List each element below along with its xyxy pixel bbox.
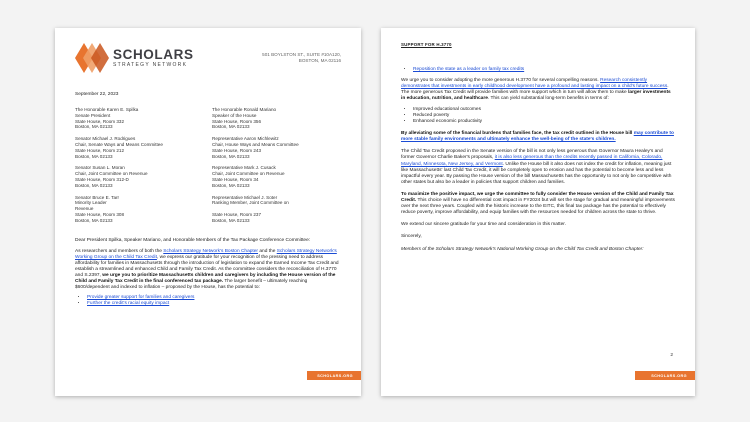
addressee-block [212, 136, 341, 159]
addressee-line: Ranking Member, Joint Committee on [212, 200, 289, 206]
addressee-line: Speaker of the House [212, 112, 257, 118]
addressee-line: State House, Room 356 [212, 118, 262, 124]
addressee-line: The Honorable Ronald Mariano [212, 107, 277, 112]
letterhead [75, 42, 341, 76]
letter-page-1 [55, 28, 361, 396]
footer-website: SCHOLARS.ORG [651, 373, 687, 378]
states-comparison-link[interactable]: it is also less generous than the credits recently passed in California, Colorado, Maryland, Minnesota, New Jersey, and Vermont [401, 155, 663, 167]
addressee-line: Boston, MA 02133 [212, 217, 250, 223]
addressee-line: Chair, Joint Committee on Revenue [212, 171, 285, 177]
addressee-line: Boston, MA 02133 [212, 124, 250, 130]
addressee-line: State House, Room 212 [75, 147, 125, 153]
addressee-line: Boston, MA 02133 [75, 124, 113, 130]
stability-link[interactable]: may contribute to more stable family environments and ultimately enhance the well-being of the state's children. [401, 131, 674, 143]
senate-comparison-paragraph [401, 149, 675, 186]
addressee-line: Senator Susan L. Moran [75, 165, 125, 171]
addressee-block [75, 165, 204, 188]
addressee-line: Boston, MA 02133 [75, 217, 113, 223]
reasons-paragraph [401, 78, 675, 102]
text-span: The larger benefit – ultimately reaching $600/dependent and indexed to inflation – proposed by the House, has the potential to: [75, 279, 308, 291]
addressee-line: Minority Leader [75, 200, 107, 206]
bold-burden: By alleviating some of the financial burdens that families face, the tax credit outlined in the House bill [401, 131, 634, 137]
intro-paragraph [75, 249, 341, 292]
bold-investments: larger investments in education, nutrition, and healthcare [401, 90, 671, 102]
addressee-line: State House, Room 237 [212, 211, 262, 217]
addressee-line: Boston, MA 02133 [75, 153, 113, 159]
footer-bar [307, 371, 361, 380]
list-item [87, 301, 341, 307]
addressee-line: Chair, Joint Committee on Revenue [75, 171, 148, 177]
text-span: . This can yield substantial long-term benefits in terms of: [487, 96, 609, 102]
addressee-line: State House, Room 34 [212, 176, 259, 182]
addressee-block [75, 195, 204, 224]
text-span: . Unlike the House bill it also does not index the credit for inflation, meaning just like Massachusetts' last Child Tax Credit, it will be completely open to erosion and has the potential to become less and less impactful every year. By passing the House version of the bill Massachusetts has the opportunity to not only be competitive with other states but also be a leader in policies that support children and families. [401, 161, 672, 185]
page-number: 2 [670, 353, 673, 358]
gratitude-paragraph: We extend our sincere gratitude for your time and consideration in this matter. [401, 222, 566, 228]
bullet-link-equity[interactable]: Further the credit's racial equity impact [87, 301, 170, 307]
text-span: As researchers and members of both the [75, 248, 164, 254]
addressee-line: Representative Mark J. Cusack [212, 165, 276, 171]
addressee-line: State House, Room 332 [75, 118, 125, 124]
research-link[interactable]: Research consistently demonstrates that investments in early childhood development have a profound and lasting impact on a child's future success [401, 78, 668, 90]
bullet-link-leader[interactable]: Reposition the state as a leader on family tax credits [413, 67, 525, 72]
addressee-line: Senator Bruce E. Tarr [75, 194, 120, 200]
addressee-line: The Honorable Karen E. Spilka [75, 107, 139, 112]
list-item [413, 67, 675, 73]
burden-paragraph [401, 131, 675, 143]
addressee-block [212, 107, 341, 130]
addressee-line: Representative Aaron Michlewitz [212, 136, 279, 142]
scholars-logo-icon [75, 43, 109, 73]
working-group-link[interactable]: Scholars Strategy Network's Working Group on the Child Tax Credit [75, 248, 337, 260]
list-item: • Improved educational outcomes [413, 107, 675, 113]
closing: Sincerely, [401, 234, 422, 240]
logo-name: SCHOLARS [113, 47, 194, 62]
addressee-list [75, 107, 341, 224]
addressee-line: Senator Michael J. Rodrigues [75, 136, 136, 142]
footer-bar [635, 371, 695, 380]
addressee-block [212, 195, 341, 224]
addressee-line: Chair, House Ways and Means Committee [212, 141, 299, 147]
address-line-2: BOSTON, MA 02116 [298, 58, 341, 63]
boston-chapter-link[interactable]: Scholars Strategy Network's Boston Chapter [163, 248, 259, 254]
text-span: . The more generous Tax Credit will provide families with more support which in turn will allow them to make [401, 84, 669, 96]
logo-subtitle: STRATEGY NETWORK [113, 62, 188, 68]
list-item: • Reduced poverty [413, 113, 675, 119]
addressee-line: State House, Room 308 [75, 211, 125, 217]
addressee-line: State House, Room 312-D [75, 176, 129, 182]
text-span: We urge you to consider adopting the more generous H.3770 for several compelling reasons. [401, 78, 601, 84]
bullet-link-support[interactable]: Provide greater support for families and caregivers [87, 295, 195, 301]
logo-text [113, 48, 194, 68]
bold-request: we urge you to prioritize Massachusetts children and caregivers by including the House version of the Child and Family Tax Credit in the final conferenced tax package. [75, 272, 336, 285]
bold-maximize: To maximize the positive impact, we urge the committee to fully consider the House version of the Child and Family Tax Credit. [401, 191, 674, 204]
salutation: Dear President Spilka, Speaker Mariano, and Honorable Members of the Tax Package Conference Committee: [75, 237, 311, 243]
address-line-1: 501 BOYLSTON ST., SUITE #10A120, [262, 52, 341, 57]
text-span: The Child Tax Credit proposed in the Senate version of the bill is not only less generous than Governor Maura Healey's and former Governor Charlie Baker's proposals, [401, 149, 663, 161]
section-heading: SUPPORT FOR H.3770 [401, 42, 452, 47]
maximize-paragraph [401, 192, 675, 216]
addressee-line: Senate President [75, 112, 111, 118]
letter-page-2 [381, 28, 695, 396]
addressee-block [212, 165, 341, 188]
addressee-line: Boston, MA 02133 [75, 182, 113, 188]
letter-date: September 22, 2023 [75, 92, 119, 97]
addressee-block [75, 136, 204, 159]
organization-address [262, 52, 341, 64]
potential-list [75, 295, 341, 307]
addressee-line: State House, Room 243 [212, 147, 262, 153]
addressee-block [75, 107, 204, 130]
signoff: Members of the Scholars Strategy Network's National Working Group on the Child Tax Credit and Boston Chapter: [401, 246, 644, 252]
addressee-line: Chair, Senate Ways and Means Committee [75, 141, 163, 147]
addressee-line: Revenue [75, 206, 94, 212]
text-span: and the [258, 248, 277, 254]
addressee-line: Representative Michael J. Soter [212, 194, 278, 200]
footer-website: SCHOLARS.ORG [317, 373, 353, 378]
text-span: This choice will have no differential cost impact in FY2024 but will set the stage for gradual and meaningful improvements over the next three years. Coupled with the historic increase to the EITC, this final tax package has the potential to effectively reduce poverty, improve affordability, and equip families with the resources needed for children across the state to thrive. [401, 198, 675, 216]
addressee-line: Boston, MA 02133 [212, 153, 250, 159]
benefits-list [401, 107, 675, 126]
continued-list [401, 67, 675, 73]
text-span: , we express our gratitude for your recognition of the pressing need to address affordability for families in Massachusetts through the introduction of legislation to expand the Earned Income Tax Credit and establish a streamlined and enhanced Child and Family Tax Credit. As the committee considers the reconciliation of H.3770 and S.2397, [75, 254, 339, 278]
addressee-line: Boston, MA 02133 [212, 182, 250, 188]
list-item: • Enhanced economic productivity [413, 119, 675, 125]
